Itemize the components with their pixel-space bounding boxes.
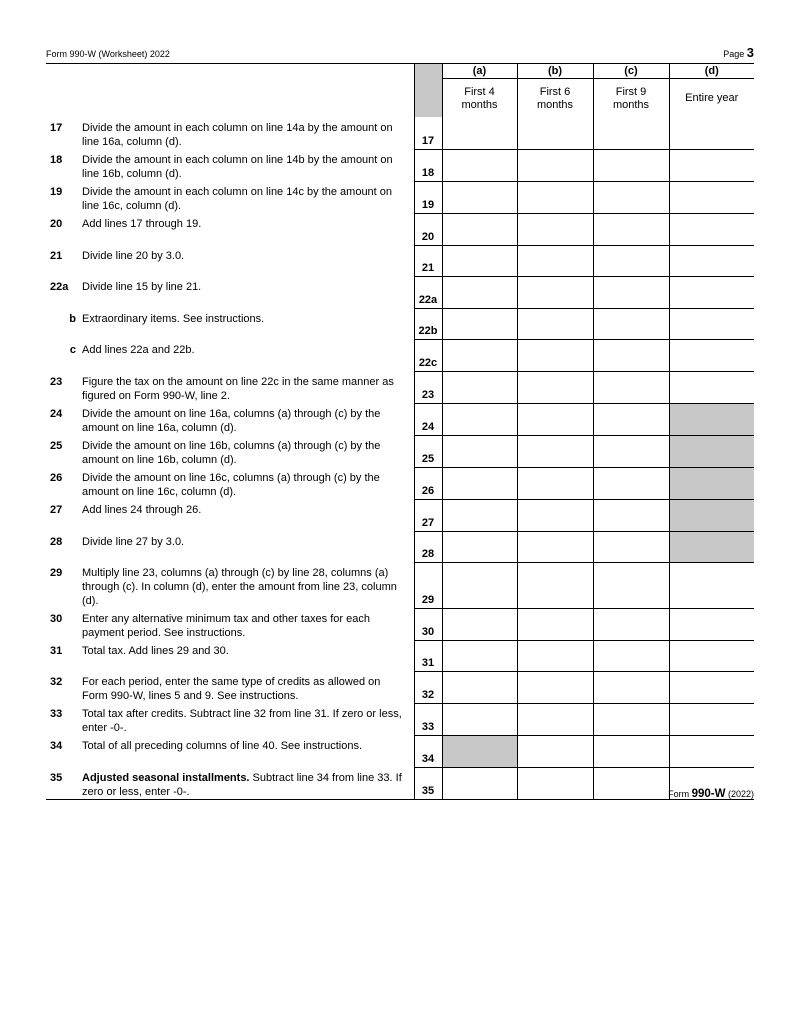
- line-number: 19: [50, 186, 63, 198]
- entry-cell-18-b[interactable]: [517, 149, 593, 181]
- line-number: 26: [50, 472, 63, 484]
- line-number: 31: [50, 645, 63, 657]
- line-number: 22a: [50, 281, 69, 293]
- worksheet-line-22c: [46, 339, 754, 371]
- entry-cell-22c-d[interactable]: [669, 339, 754, 371]
- entry-cell-25-d: [669, 435, 754, 467]
- page-label: Page: [723, 49, 745, 59]
- entry-cell-18-d[interactable]: [669, 149, 754, 181]
- line-number: 27: [50, 504, 63, 516]
- entry-cell-29-a[interactable]: [442, 562, 517, 608]
- entry-cell-28-a[interactable]: [442, 531, 517, 562]
- form-footer: [668, 788, 754, 800]
- footer-year: (2022): [727, 789, 754, 799]
- line-box-label: 24: [414, 403, 442, 435]
- entry-cell-31-d[interactable]: [669, 640, 754, 671]
- worksheet-line-31: [46, 640, 754, 671]
- entry-cell-32-b[interactable]: [517, 671, 593, 703]
- entry-cell-22b-b[interactable]: [517, 308, 593, 339]
- entry-cell-24-b[interactable]: [517, 403, 593, 435]
- line-box-label: 27: [414, 499, 442, 531]
- worksheet-line-20: [46, 213, 754, 245]
- worksheet-line-21: [46, 245, 754, 276]
- line-number: 20: [50, 218, 63, 230]
- worksheet-line-29: [46, 562, 754, 608]
- line-description: Divide the amount on line 16a, columns (a) through (c) by the amount on line 16a, column (d).: [82, 408, 381, 434]
- form-header-title: Form 990-W (Worksheet) 2022: [46, 49, 170, 59]
- page-indicator: [723, 45, 754, 60]
- entry-cell-34-c[interactable]: [593, 735, 669, 767]
- entry-cell-24-c[interactable]: [593, 403, 669, 435]
- entry-cell-30-d[interactable]: [669, 608, 754, 640]
- line-number: 29: [50, 567, 63, 579]
- line-box-label: 22a: [414, 276, 442, 308]
- entry-cell-22a-b[interactable]: [517, 276, 593, 308]
- entry-cell-26-d: [669, 467, 754, 499]
- entry-cell-33-d[interactable]: [669, 703, 754, 735]
- line-box-label: 35: [414, 767, 442, 800]
- entry-cell-19-a[interactable]: [442, 181, 517, 213]
- entry-cell-28-c[interactable]: [593, 531, 669, 562]
- line-box-label: 23: [414, 371, 442, 403]
- line-description: Divide line 20 by 3.0.: [82, 250, 185, 262]
- entry-cell-23-a[interactable]: [442, 371, 517, 403]
- line-description: Total tax. Add lines 29 and 30.: [82, 645, 229, 657]
- line-box-label: 19: [414, 181, 442, 213]
- col-c-heading: First 9 months: [593, 79, 669, 118]
- entry-cell-22c-c[interactable]: [593, 339, 669, 371]
- line-description: Add lines 22a and 22b.: [82, 344, 195, 356]
- line-number: b: [69, 313, 76, 325]
- line-number: 28: [50, 536, 63, 548]
- line-description-rest: Subtract line 34 from line 33. If zero or less, enter -0-.: [82, 772, 402, 798]
- line-number: 21: [50, 250, 63, 262]
- line-description: Figure the tax on the amount on line 22c in the same manner as figured on Form 990-W, line 2.: [82, 376, 394, 402]
- line-description: Divide the amount on line 16b, columns (a) through (c) by the amount on line 16b, column (d).: [82, 440, 381, 466]
- entry-cell-32-c[interactable]: [593, 671, 669, 703]
- entry-cell-29-d[interactable]: [669, 562, 754, 608]
- entry-cell-26-a[interactable]: [442, 467, 517, 499]
- line-box-label: 22b: [414, 308, 442, 339]
- line-box-label: 18: [414, 149, 442, 181]
- entry-cell-27-a[interactable]: [442, 499, 517, 531]
- entry-cell-18-a[interactable]: [442, 149, 517, 181]
- line-number: 34: [50, 740, 63, 752]
- line-description: Divide line 27 by 3.0.: [82, 536, 185, 548]
- entry-cell-17-c[interactable]: [593, 117, 669, 149]
- entry-cell-17-b[interactable]: [517, 117, 593, 149]
- entry-cell-31-b[interactable]: [517, 640, 593, 671]
- col-a-letter: (a): [442, 64, 517, 79]
- worksheet-line-25: [46, 435, 754, 467]
- line-box-label: 32: [414, 671, 442, 703]
- worksheet-line-24: [46, 403, 754, 435]
- entry-cell-17-a[interactable]: [442, 117, 517, 149]
- worksheet-line-19: [46, 181, 754, 213]
- line-number: 24: [50, 408, 63, 420]
- line-description: Divide line 15 by line 21.: [82, 281, 202, 293]
- line-box-label: 31: [414, 640, 442, 671]
- worksheet-line-27: [46, 499, 754, 531]
- entry-cell-23-c[interactable]: [593, 371, 669, 403]
- col-b-heading: First 6 months: [517, 79, 593, 118]
- worksheet-line-23: [46, 371, 754, 403]
- line-description: Extraordinary items. See instructions.: [82, 313, 265, 325]
- entry-cell-19-d[interactable]: [669, 181, 754, 213]
- line-description: Total of all preceding columns of line 40. See instructions.: [82, 740, 363, 752]
- worksheet-line-34: [46, 735, 754, 767]
- worksheet-line-35: [46, 767, 754, 800]
- line-box-label: 34: [414, 735, 442, 767]
- worksheet-line-32: [46, 671, 754, 703]
- entry-cell-23-d[interactable]: [669, 371, 754, 403]
- entry-cell-33-c[interactable]: [593, 703, 669, 735]
- line-number: 30: [50, 613, 63, 625]
- line-description: Divide the amount in each column on line 14c by the amount on line 16c, column (d).: [82, 186, 393, 212]
- line-box-label: 22c: [414, 339, 442, 371]
- line-description: Add lines 24 through 26.: [82, 504, 202, 516]
- entry-cell-19-c[interactable]: [593, 181, 669, 213]
- page-number: 3: [746, 45, 754, 60]
- entry-cell-34-b[interactable]: [517, 735, 593, 767]
- entry-cell-22c-b[interactable]: [517, 339, 593, 371]
- worksheet-table: [46, 63, 754, 800]
- line-number: 18: [50, 154, 63, 166]
- line-description-bold: Adjusted seasonal installments.: [82, 772, 250, 784]
- line-box-label: 20: [414, 213, 442, 245]
- entry-cell-24-a[interactable]: [442, 403, 517, 435]
- entry-cell-33-a[interactable]: [442, 703, 517, 735]
- entry-cell-34-a: [442, 735, 517, 767]
- line-number: c: [69, 344, 76, 356]
- entry-cell-35-b[interactable]: [517, 767, 593, 800]
- line-number: 25: [50, 440, 63, 452]
- line-description: Divide the amount in each column on line 14a by the amount on line 16a, column (d).: [82, 122, 393, 148]
- entry-cell-31-a[interactable]: [442, 640, 517, 671]
- entry-cell-17-d[interactable]: [669, 117, 754, 149]
- worksheet-line-18: [46, 149, 754, 181]
- line-box-label: 30: [414, 608, 442, 640]
- entry-cell-22b-c[interactable]: [593, 308, 669, 339]
- entry-cell-26-b[interactable]: [517, 467, 593, 499]
- entry-cell-34-d[interactable]: [669, 735, 754, 767]
- entry-cell-21-b[interactable]: [517, 245, 593, 276]
- entry-cell-20-b[interactable]: [517, 213, 593, 245]
- entry-cell-31-c[interactable]: [593, 640, 669, 671]
- line-description: Multiply line 23, columns (a) through (c) by line 28, columns (a) through (c). In column (d), enter the amount from line 23, column (d).: [82, 567, 397, 607]
- line-description: Divide the amount on line 16c, columns (a) through (c) by the amount on line 16c, column (d).: [82, 472, 380, 498]
- entry-cell-27-b[interactable]: [517, 499, 593, 531]
- entry-cell-22b-d[interactable]: [669, 308, 754, 339]
- entry-cell-22a-c[interactable]: [593, 276, 669, 308]
- entry-cell-20-d[interactable]: [669, 213, 754, 245]
- line-number: 32: [50, 676, 63, 688]
- col-b-letter: (b): [517, 64, 593, 79]
- line-box-label: 17: [414, 117, 442, 149]
- worksheet-line-22a: [46, 276, 754, 308]
- entry-cell-26-c[interactable]: [593, 467, 669, 499]
- line-number: 23: [50, 376, 63, 388]
- col-c-letter: (c): [593, 64, 669, 79]
- line-box-label: 29: [414, 562, 442, 608]
- line-description: Divide the amount in each column on line 14b by the amount on line 16b, column (d).: [82, 154, 393, 180]
- entry-cell-22a-d[interactable]: [669, 276, 754, 308]
- entry-cell-23-b[interactable]: [517, 371, 593, 403]
- entry-cell-20-c[interactable]: [593, 213, 669, 245]
- line-box-header: [414, 64, 442, 118]
- line-description: For each period, enter the same type of credits as allowed on Form 990-W, lines 5 and 9. See instructions.: [82, 676, 381, 702]
- entry-cell-25-a[interactable]: [442, 435, 517, 467]
- col-d-heading: Entire year: [669, 79, 754, 118]
- line-description: [82, 767, 414, 800]
- worksheet-line-22b: [46, 308, 754, 339]
- line-box-label: 21: [414, 245, 442, 276]
- col-a-heading: First 4 months: [442, 79, 517, 118]
- line-box-label: 25: [414, 435, 442, 467]
- line-number: 17: [50, 122, 63, 134]
- line-description: Add lines 17 through 19.: [82, 218, 202, 230]
- col-d-letter: (d): [669, 64, 754, 79]
- line-box-label: 26: [414, 467, 442, 499]
- entry-cell-32-d[interactable]: [669, 671, 754, 703]
- entry-cell-30-c[interactable]: [593, 608, 669, 640]
- entry-cell-20-a[interactable]: [442, 213, 517, 245]
- entry-cell-30-a[interactable]: [442, 608, 517, 640]
- line-description: Enter any alternative minimum tax and other taxes for each payment period. See instructions.: [82, 613, 370, 639]
- entry-cell-35-a[interactable]: [442, 767, 517, 800]
- entry-cell-25-b[interactable]: [517, 435, 593, 467]
- entry-cell-21-d[interactable]: [669, 245, 754, 276]
- worksheet-line-28: [46, 531, 754, 562]
- footer-form-number: 990-W: [691, 788, 726, 800]
- entry-cell-22b-a[interactable]: [442, 308, 517, 339]
- entry-cell-24-d: [669, 403, 754, 435]
- entry-cell-29-c[interactable]: [593, 562, 669, 608]
- entry-cell-21-a[interactable]: [442, 245, 517, 276]
- worksheet-line-26: [46, 467, 754, 499]
- entry-cell-28-b[interactable]: [517, 531, 593, 562]
- line-number: 35: [46, 767, 82, 800]
- footer-prefix: Form: [668, 789, 690, 799]
- worksheet-line-30: [46, 608, 754, 640]
- worksheet-line-33: [46, 703, 754, 735]
- entry-cell-30-b[interactable]: [517, 608, 593, 640]
- entry-cell-27-d: [669, 499, 754, 531]
- entry-cell-29-b[interactable]: [517, 562, 593, 608]
- line-number: 33: [50, 708, 63, 720]
- entry-cell-32-a[interactable]: [442, 671, 517, 703]
- entry-cell-22a-a[interactable]: [442, 276, 517, 308]
- line-box-label: 28: [414, 531, 442, 562]
- entry-cell-21-c[interactable]: [593, 245, 669, 276]
- entry-cell-18-c[interactable]: [593, 149, 669, 181]
- entry-cell-22c-a[interactable]: [442, 339, 517, 371]
- worksheet-line-17: [46, 117, 754, 149]
- entry-cell-35-c[interactable]: [593, 767, 669, 800]
- entry-cell-33-b[interactable]: [517, 703, 593, 735]
- entry-cell-27-c[interactable]: [593, 499, 669, 531]
- entry-cell-28-d: [669, 531, 754, 562]
- line-box-label: 33: [414, 703, 442, 735]
- entry-cell-25-c[interactable]: [593, 435, 669, 467]
- entry-cell-19-b[interactable]: [517, 181, 593, 213]
- line-description: Total tax after credits. Subtract line 32 from line 31. If zero or less, enter -0-.: [82, 708, 402, 734]
